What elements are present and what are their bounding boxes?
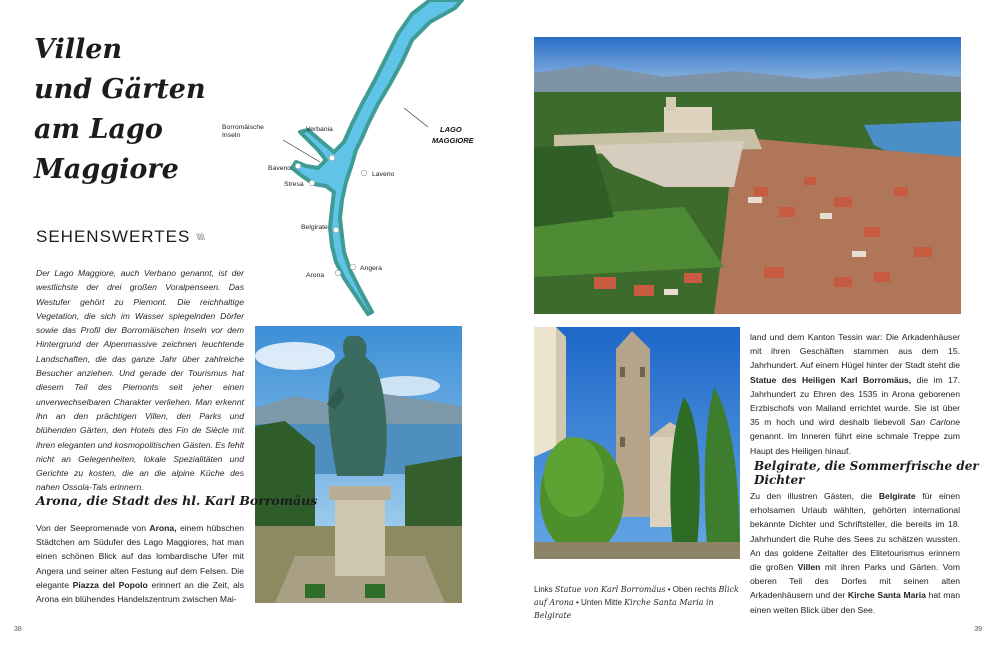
body-arona: Von der Seepromenade von Arona, einem hübschen Städtchen am Südufer des Lago Maggiores, hat man einen schönen Blick auf das lombardische Ufer mit Angera und seiner alten Festung auf dem Felsen. Die elegante Piazza del Popolo erinnert an die Zeit, als Arona ein blühendes Handelszentrum zwischen Mai- xyxy=(36,523,244,605)
verbania-marker xyxy=(329,155,335,161)
stresa-marker xyxy=(309,180,315,186)
highlight-villen: Villen xyxy=(797,562,821,573)
photo-statue-karl-borromaeus xyxy=(255,326,462,603)
photo-blick-auf-arona xyxy=(534,37,961,314)
page-title xyxy=(34,30,234,190)
map-label-verbania: Verbania xyxy=(306,126,333,133)
map-label-borromaeische-1: Borromäische xyxy=(222,124,264,131)
belgirate-marker xyxy=(333,227,339,233)
map-label-angera: Angera xyxy=(360,265,382,272)
title-line: und Gärten xyxy=(34,74,206,105)
map-lake-label-1: LAGO xyxy=(440,125,462,134)
title-line: am Lago xyxy=(34,114,163,145)
map-label-belgirate: Belgirate xyxy=(301,224,328,231)
title-line: Villen xyxy=(34,34,123,65)
laveno-marker xyxy=(361,170,367,176)
body-belgirate: Zu den illustren Gästen, die Belgirate für einen erholsamen Urlaub wählten, gehörten international bekannte Dichter und Schriftsteller, die bereits im 18. Jahrhundert die Ruhe des Sees zu schätzen wussten. An das goldene Zeitalter des Elitetourismus erinnern die großen Villen mit ihren Parks und Gärten. Vom oberen Teil des Dorfes mit seinen alten Arkadenhäusern und der Kirche Santa Maria hat man einen weiten Blick über den See. xyxy=(750,491,960,615)
intro-paragraph: Der Lago Maggiore, auch Verbano genannt, ist der westlichste der drei großen Voralpenseen. Das Westufer gehört zu Piemont. Die reichhaltige Vegetation, die sich im Wasser spiegelnden Dörfer sowie das Profil der Borromäischen Inseln vor dem Hintergrund der Alpenmassive zeichnen leuchtende Landschaften, die das ganze Jahr über zahlreiche Besucher anziehen. Und gerade der Tourismus hat diesem Teil des Piemonts seit jeher einen unverwechselbaren Charakter verliehen. Man erkennt ihn an den prächtigen Villen, den Parks und blühenden Gärten, den Hotels des Fin de Siècle mit ihren eleganten und kosmopolitischen Gästen. Es fehlt nicht an Gelegenheiten, lokale Spezialitäten und Gerichte zu kosten, die an die alpine Küche des nahen Ossola-Tals erinnern. xyxy=(36,268,244,493)
page-number-right: 39 xyxy=(974,626,982,633)
subheading-belgirate: Belgirate, die Sommerfrische der Dichter xyxy=(754,459,979,487)
angera-marker xyxy=(350,264,356,270)
highlight-kirche: Kirche Santa Maria xyxy=(847,590,926,601)
highlight-piazza: Piazza del Popolo xyxy=(72,579,148,590)
photo-kirche-santa-maria xyxy=(534,327,740,559)
page-number-left: 38 xyxy=(14,626,22,633)
map-label-arona: Arona xyxy=(306,272,325,279)
section-heading-deco: \\\\\ xyxy=(196,232,204,242)
title-line: Maggiore xyxy=(34,154,179,185)
highlight-arona: Arona, xyxy=(149,523,177,533)
section-heading xyxy=(36,227,204,247)
highlight-statue: Statue des Heiligen Karl Borromäus, xyxy=(750,374,912,385)
highlight-san-carlone: San Carlone xyxy=(909,417,960,428)
map-lake-label-2: MAGGIORE xyxy=(432,136,474,145)
baveno-marker xyxy=(295,163,301,169)
arona-marker xyxy=(335,270,341,276)
body-arona-continued: land und dem Kanton Tessin war: Die Arkadenhäuser mit ihren Geschäften stammen aus dem 15. Jahrhundert. Auf einem Hügel hinter der Stadt steht die Statue des Heiligen Karl Borromäus, die im 17. Jahrhundert zu Ehren des 1535 in Arona geborenen Erzbischofs von Mailand errichtet wurde. Sie ist über 35 m hoch und wird deshalb liebevoll San Carlone genannt. Im Inneren führt eine schmale Treppe zum Haupt des Heiligen hinauf. xyxy=(750,332,960,456)
subheading-arona: Arona, die Stadt des hl. Karl Borromäus xyxy=(36,493,318,508)
map-label-stresa: Stresa xyxy=(284,181,304,188)
map-label-laveno: Laveno xyxy=(372,171,395,178)
section-heading-text: SEHENSWERTES xyxy=(36,227,191,246)
map-label-borromaeische-2: Inseln xyxy=(222,132,241,139)
photo-caption: Links Statue von Karl Borromäus • Oben rechts Blick auf Arona • Unten Mitte Kirche Santa Maria in Belgirate xyxy=(534,585,739,620)
map-label-baveno: Baveno xyxy=(268,165,292,172)
highlight-belgirate: Belgirate xyxy=(878,491,916,501)
